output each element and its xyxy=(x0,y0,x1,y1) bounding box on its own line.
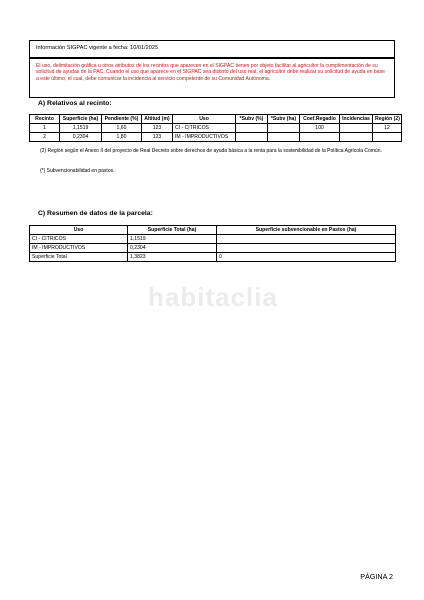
resumen-header-row xyxy=(30,226,396,235)
cell: IM - IMPRODUCTIVOS xyxy=(173,133,236,142)
section-c-title: C) Resumen de datos de la parcela: xyxy=(38,210,153,217)
warning-box xyxy=(29,58,395,98)
cell: 100 xyxy=(300,124,340,133)
col-superficie: Superficie (ha) xyxy=(60,115,102,124)
cell: Superficie Total xyxy=(30,253,128,262)
cell: 2 xyxy=(30,133,60,142)
cell xyxy=(340,124,373,133)
cell: 1 xyxy=(30,124,60,133)
col-pendiente: Pendiente (%) xyxy=(102,115,142,124)
page-number: PÁGINA 2 xyxy=(360,572,393,581)
sigpac-info-text: Información SIGPAC vigente a fecha: 10/01/2025 xyxy=(36,45,159,51)
cell xyxy=(300,133,340,142)
table-row xyxy=(30,235,396,244)
col-incidencias: Incidencias xyxy=(340,115,373,124)
cell: 12 xyxy=(373,124,402,133)
cell xyxy=(217,235,396,244)
cell xyxy=(373,133,402,142)
col-subv-pct: *Subv (%) xyxy=(236,115,268,124)
table-row xyxy=(30,253,396,262)
warning-text: El uso, delimitación gráfica u otros atributos de los recintos que aparecen en el SIGPAC tienen por objeto facilitar al agricultor la cumplimentación de su solicitud de ayudas de la PAC. Cuando el uso que aparece en el SIGPAC sea distinto del uso real, el agricultor debe realizar su solicitud de ayuda en base a este último, el cual, debe comunicar la incidencia al servicio competente de su Comunidad Autónoma. xyxy=(36,63,385,82)
recinto-header-row xyxy=(30,115,402,124)
col-altitud: Altitud (m) xyxy=(142,115,173,124)
cell: IM - IMPRODUCTIVOS xyxy=(30,244,128,253)
recinto-table xyxy=(29,114,402,142)
cell: 123 xyxy=(142,133,173,142)
watermark-logo: habitaclia xyxy=(148,282,278,312)
col-superficie-pastos: Superficie subvencionable en Pastos (ha) xyxy=(217,226,396,235)
col-recinto: Recinto xyxy=(30,115,60,124)
note-subv: (*) Subvencionabilidad en pastos. xyxy=(40,168,115,174)
cell: 1,3823 xyxy=(128,253,217,262)
col-subv-ha: *Subv (ha) xyxy=(268,115,300,124)
table-row xyxy=(30,244,396,253)
cell: CI - CITRICOS xyxy=(173,124,236,133)
cell xyxy=(268,124,300,133)
table-row xyxy=(30,124,402,133)
cell: 123 xyxy=(142,124,173,133)
cell: 1,80 xyxy=(102,133,142,142)
cell: 0,2304 xyxy=(128,244,217,253)
cell: 1,1519 xyxy=(128,235,217,244)
resumen-table xyxy=(29,225,396,262)
cell: CI - CITRICOS xyxy=(30,235,128,244)
col-coef-regadio: Coef.Regadío xyxy=(300,115,340,124)
cell xyxy=(236,124,268,133)
col-uso: Uso xyxy=(173,115,236,124)
cell xyxy=(268,133,300,142)
col-region: Región (2) xyxy=(373,115,402,124)
cell: 0,2304 xyxy=(60,133,102,142)
cell: 1,60 xyxy=(102,124,142,133)
note-region: (2) Región según el Anexo II del proyecto de Real Decreto sobre derechos de ayuda básica a la renta para la sostenibilidad de la Política Agrícola Común. xyxy=(40,148,382,154)
cell: 0 xyxy=(217,253,396,262)
cell xyxy=(340,133,373,142)
col-uso: Uso xyxy=(30,226,128,235)
info-box xyxy=(29,40,395,58)
table-row xyxy=(30,133,402,142)
cell xyxy=(236,133,268,142)
col-superficie-total: Superficie Total (ha) xyxy=(128,226,217,235)
section-a-title: A) Relativos al recinto: xyxy=(38,100,112,107)
cell: 1,1519 xyxy=(60,124,102,133)
cell xyxy=(217,244,396,253)
